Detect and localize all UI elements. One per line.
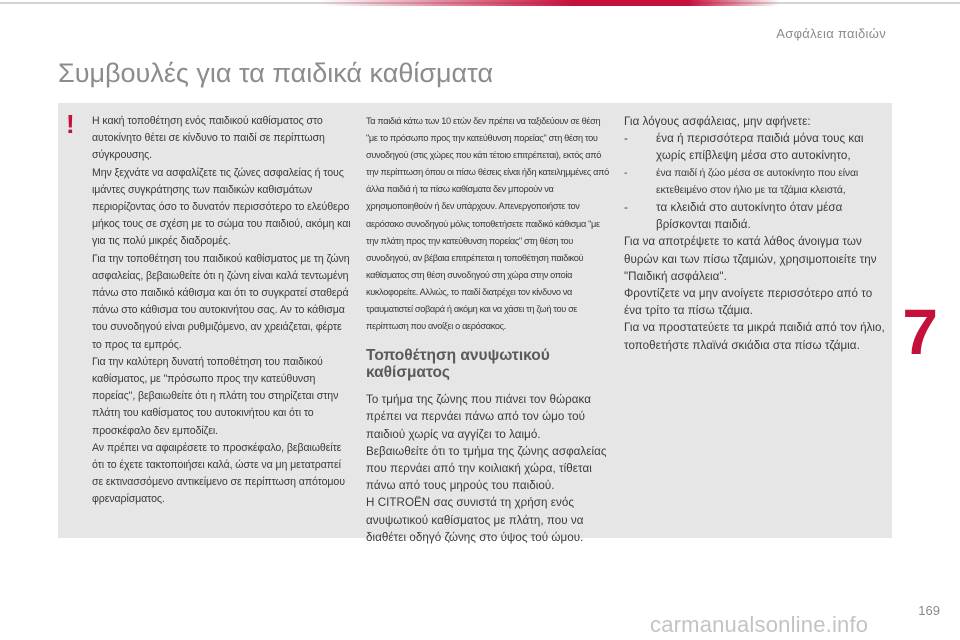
content-box: [58, 103, 892, 544]
top-decorative-bar: [0, 0, 960, 8]
warning-paragraph-2: Μην ξεχνάτε να ασφαλίζετε τις ζώνες ασφαλείας ή τους ιμάντες συγκράτησης των παιδικών καθισμάτων περιορίζοντας όσο το δυνατόν περισσότερο το ελεύθερο μήκος τους σε σχέση με το σώμα του παιδιού, ακόμη και για τις πολύ μικρές διαδρομές.: [92, 166, 351, 248]
top-bar-accent: [320, 0, 780, 6]
safety-paragraph-3: Για να προστατεύετε τα μικρά παιδιά από τον ήλιο, τοποθετήστε πλαϊνά σκιάδια στα πίσω τζάμια.: [624, 321, 885, 352]
warning-icon: !: [66, 109, 75, 139]
safety-paragraph-2: Φροντίζετε να μην ανοίγετε περισσότερο από το ένα τρίτο τα πίσω τζάμια.: [624, 287, 873, 318]
safety-paragraph-1: Για να αποτρέψετε το κατά λάθος άνοιγμα των θυρών και των πίσω τζαμιών, χρησιμοποιείτε την "Παιδική ασφάλεια".: [624, 235, 877, 283]
column-warning: [92, 113, 354, 509]
chapter-number: 7: [902, 296, 938, 368]
safety-intro: Για λόγους ασφάλειας, μην αφήνετε:: [624, 115, 811, 128]
safety-list-item-2: - ένα παιδί ή ζώο μέσα σε αυτοκίνητο που είναι εκτεθειμένο στον ήλιο με τα τζάμια κλειστά,: [624, 165, 886, 199]
page-number: 169: [918, 603, 940, 618]
booster-paragraph-2: Βεβαιωθείτε ότι το τμήμα της ζώνης ασφαλείας που περνάει από την κοιλιακή χώρα, τίθεται πάνω από τους μηρούς του παιδιού.: [366, 444, 607, 493]
airbag-warning-text: Τα παιδιά κάτω των 10 ετών δεν πρέπει να ταξιδεύουν σε θέση "με το πρόσωπο προς την κατεύθυνση πορείας" στη θέση του συνοδηγού (στις χώρες που κάτι τέτοιο επιτρέπεται), εκτός από την περίπτωση όπου οι πίσω θέσεις είναι ήδη κατειλημμένες από άλλα παιδιά ή τα πίσω καθίσματα δεν μπορούν να χρησιμοποιηθούν ή δεν υπάρχουν. Απενεργοποιήστε τον αερόσακο συνοδηγού μόλις τοποθετήσετε παιδικό κάθισμα "με την πλάτη προς την κατεύθυνση πορείας" στη θέση του συνοδηγού, αν βέβαια επιτρέπεται η τοποθέτηση παιδικού καθίσματος στη θέση συνοδηγού στη χώρα στην οποία κυκλοφορείτε. Αλλιώς, το παιδί διατρέχει τον κίνδυνο να τραυματιστεί σοβαρά ή ακόμη και να χάσει τη ζωή του σε περίπτωση που ανοίξει ο αερόσακος.: [366, 116, 609, 332]
booster-seat-heading: Τοποθέτηση ανυψωτικού καθίσματος: [366, 347, 550, 382]
warning-paragraph-1: Η κακή τοποθέτηση ενός παιδικού καθίσματος στο αυτοκίνητο θέτει σε κίνδυνο το παιδί σε περίπτωση σύγκρουσης.: [92, 115, 325, 162]
booster-paragraph-3: Η CITROËN σας συνιστά τη χρήση ενός ανυψωτικού καθίσματος με πλάτη, που να διαθέτει οδηγό ζώνης στο ύψος τού ώμου.: [366, 496, 584, 544]
page-title: Συμβουλές για τα παιδικά καθίσματα: [58, 58, 494, 88]
section-header: Ασφάλεια παιδιών: [776, 26, 886, 41]
warning-paragraph-5: Αν πρέπει να αφαιρέσετε το προσκέφαλο, βεβαιωθείτε ότι το έχετε τακτοποιήσει καλά, ώστε να μη μετατραπεί σε εκτινασσόμενο αντικείμενο σε περίπτωση απότομου φρεναρίσματος.: [92, 441, 345, 506]
safety-list-item-1: - ένα ή περισσότερα παιδιά μόνα τους και χωρίς επίβλεψη μέσα στο αυτοκίνητο,: [624, 130, 886, 164]
warning-paragraph-4: Για την καλύτερη δυνατή τοποθέτηση του παιδικού καθίσματος, με "πρόσωπο προς την κατεύθυνση πορείας", βεβαιωθείτε ότι η πλάτη του στηρίζεται στην πλάτη του καθίσματος του αυτοκινήτου και ότι το προσκέφαλο δεν εμποδίζει.: [92, 355, 339, 437]
booster-seat-body: [366, 391, 612, 546]
safety-list-item-3: - τα κλειδιά στο αυτοκίνητο όταν μέσα βρίσκονται παιδιά.: [624, 199, 886, 233]
column-booster: [366, 113, 612, 546]
safety-list: [624, 130, 886, 233]
watermark-text: carmanualsonline.info: [650, 612, 869, 637]
booster-paragraph-1: Το τμήμα της ζώνης που πιάνει τον θώρακα πρέπει να περνάει πάνω από τον ώμο τού παιδιού χωρίς να αγγίζει το λαιμό.: [366, 393, 591, 441]
warning-paragraph-3: Για την τοποθέτηση του παιδικού καθίσματος με τη ζώνη ασφαλείας, βεβαιωθείτε ότι η ζώνη είναι καλά τεντωμένη πάνω στο παιδικό κάθισμα και ότι το συγκρατεί σταθερά πάνω στο κάθισμα του αυτοκινήτου σας. Αν το κάθισμα του συνοδηγού είναι ρυθμιζόμενο, αν χρειάζεται, φέρτε το προς τα εμπρός.: [92, 252, 350, 351]
column-safety-advice: [624, 113, 886, 354]
